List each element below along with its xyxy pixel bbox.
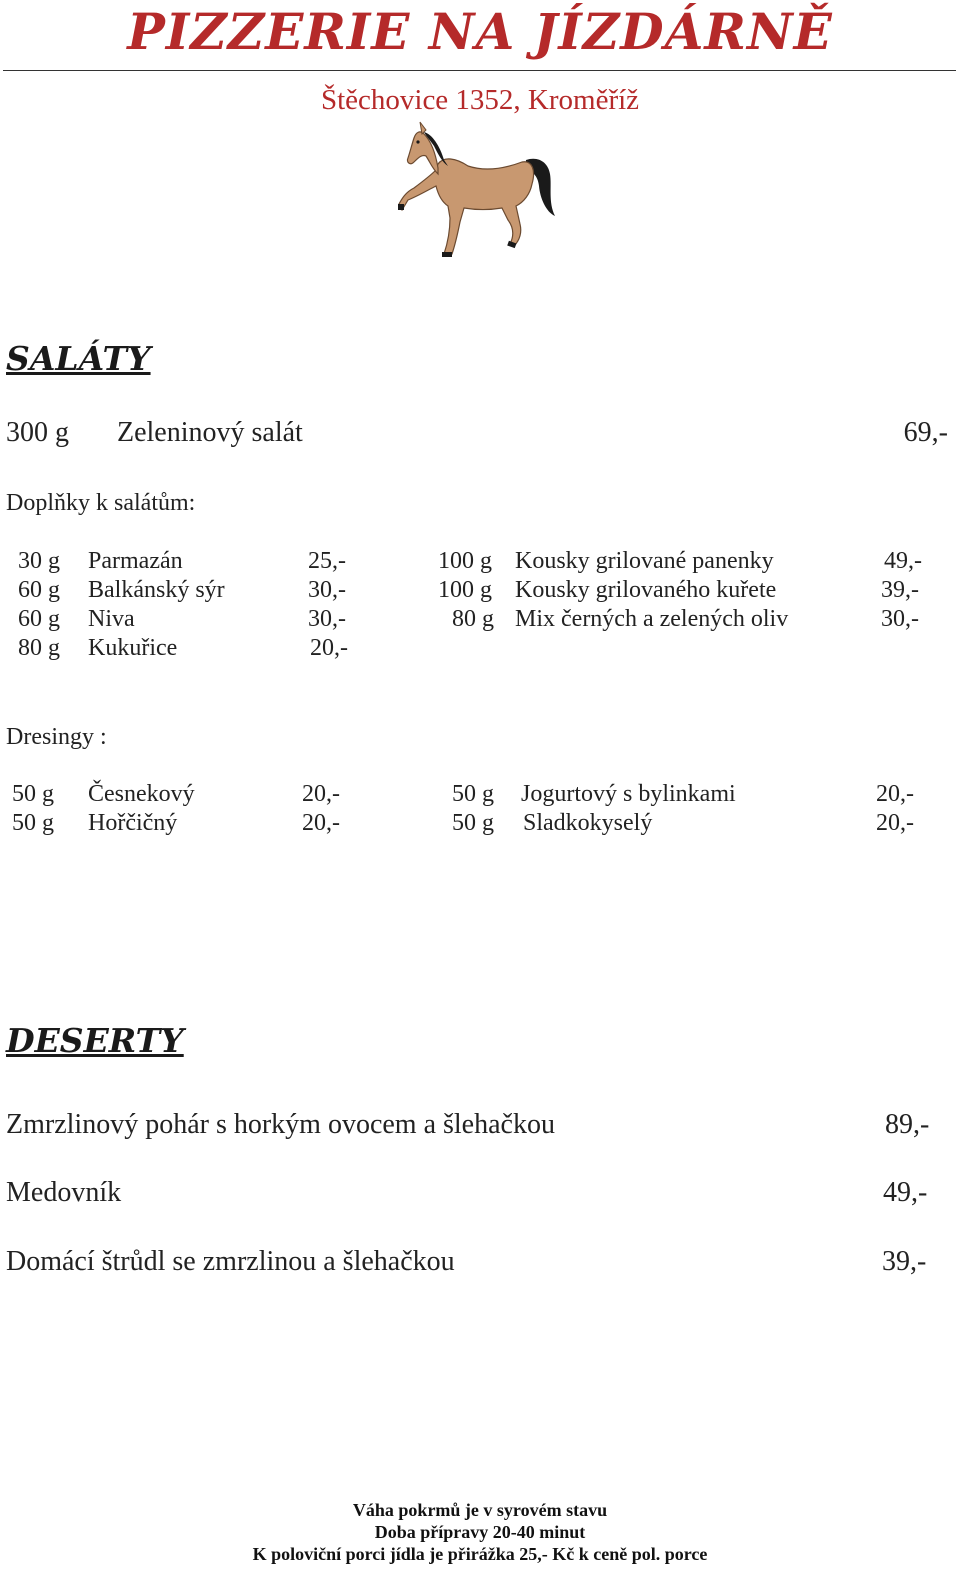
addon-weight: 80 g bbox=[18, 635, 60, 661]
dressing-weight: 50 g bbox=[12, 781, 54, 807]
dressing-weight: 50 g bbox=[452, 810, 494, 836]
dressing-price: 20,- bbox=[302, 781, 340, 807]
dressing-name: Česnekový bbox=[88, 781, 195, 807]
addon-name: Parmazán bbox=[88, 548, 183, 574]
addon-row bbox=[0, 548, 960, 578]
addon-row bbox=[0, 606, 960, 636]
addon-price: 20,- bbox=[310, 635, 348, 661]
dessert-name: Domácí štrůdl se zmrzlinou a šlehačkou bbox=[6, 1246, 455, 1277]
dressings-label: Dresingy : bbox=[6, 724, 107, 750]
addon-row bbox=[0, 577, 960, 607]
addon-price: 30,- bbox=[881, 606, 919, 632]
desserts-heading: DESERTY bbox=[6, 1021, 184, 1060]
dressing-row bbox=[0, 810, 960, 840]
footer-note-half-portion: K poloviční porci jídla je přirážka 25,- Kč k ceně pol. porce bbox=[252, 1544, 708, 1564]
addon-name: Mix černých a zelených oliv bbox=[515, 606, 789, 632]
addon-price: 39,- bbox=[881, 577, 919, 603]
footer-note-prep-time: Doba přípravy 20-40 minut bbox=[374, 1522, 586, 1542]
restaurant-address: Štěchovice 1352, Kroměříž bbox=[320, 84, 640, 116]
addon-price: 25,- bbox=[308, 548, 346, 574]
dessert-name: Medovník bbox=[6, 1177, 122, 1208]
dressing-weight: 50 g bbox=[452, 781, 494, 807]
dressing-price: 20,- bbox=[876, 781, 914, 807]
item-name: Zeleninový salát bbox=[117, 417, 303, 448]
footer-note-weight: Váha pokrmů je v syrovém stavu bbox=[352, 1500, 608, 1520]
addon-name: Kousky grilovaného kuřete bbox=[515, 577, 777, 603]
horse-icon bbox=[398, 112, 562, 260]
dressing-row bbox=[0, 781, 960, 811]
addons-label: Doplňky k salátům: bbox=[6, 490, 196, 516]
addon-weight: 100 g bbox=[438, 548, 492, 574]
addon-weight: 100 g bbox=[438, 577, 492, 603]
addon-row bbox=[0, 635, 960, 665]
dessert-price: 49,- bbox=[883, 1177, 928, 1208]
addon-name: Niva bbox=[88, 606, 135, 632]
header-divider bbox=[3, 70, 956, 71]
addon-weight: 60 g bbox=[18, 606, 60, 632]
addon-name: Kukuřice bbox=[88, 635, 178, 661]
dressing-price: 20,- bbox=[302, 810, 340, 836]
dressing-name: Hořčičný bbox=[88, 810, 178, 836]
addon-price: 30,- bbox=[308, 606, 346, 632]
addon-name: Balkánský sýr bbox=[88, 577, 225, 603]
dessert-price: 39,- bbox=[882, 1246, 927, 1277]
addon-weight: 80 g bbox=[452, 606, 494, 632]
restaurant-title: PIZZERIE NA JÍZDÁRNĚ bbox=[127, 2, 833, 61]
item-price: 69,- bbox=[903, 417, 948, 448]
dessert-name: Zmrzlinový pohár s horkým ovocem a šlehačkou bbox=[6, 1109, 555, 1140]
addon-weight: 30 g bbox=[18, 548, 60, 574]
dressing-name: Jogurtový s bylinkami bbox=[521, 781, 736, 807]
addon-price: 30,- bbox=[308, 577, 346, 603]
addon-name: Kousky grilované panenky bbox=[515, 548, 774, 574]
salads-heading: SALÁTY bbox=[6, 339, 151, 378]
dessert-price: 89,- bbox=[885, 1109, 930, 1140]
addon-price: 49,- bbox=[884, 548, 922, 574]
addon-weight: 60 g bbox=[18, 577, 60, 603]
dressing-name: Sladkokyselý bbox=[523, 810, 653, 836]
item-weight: 300 g bbox=[6, 417, 69, 448]
dressing-weight: 50 g bbox=[12, 810, 54, 836]
dressing-price: 20,- bbox=[876, 810, 914, 836]
